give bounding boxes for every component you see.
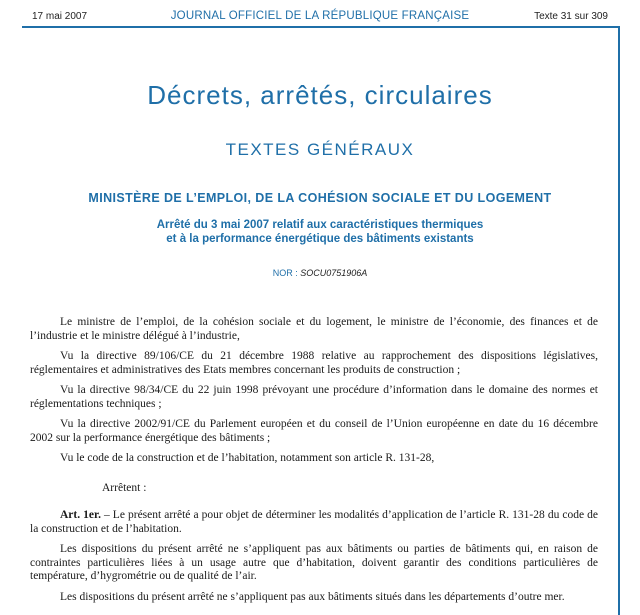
ministry-heading: MINISTÈRE DE L’EMPLOI, DE LA COHÉSION SOCIALE ET DU LOGEMENT [88, 191, 552, 205]
nor-code: SOCU0751906A [300, 268, 368, 278]
visa-paragraph: Vu la directive 2002/91/CE du Parlement européen et du conseil de l’Union européenne en date du 16 décembre 2002 sur la performance énergétique des bâtiments ; [30, 418, 598, 444]
arrete-body [30, 316, 598, 611]
arretent-line: Arrêtent : [102, 481, 147, 494]
article-1-paragraph [30, 509, 598, 536]
visa-paragraph: Vu la directive 89/106/CE du 21 décembre 1988 relative au rapprochement des dispositions législatives, réglementaires et administratives des Etats membres concernant les produits de construction ; [30, 350, 598, 376]
article-1-text: – Le présent arrêté a pour objet de déterminer les modalités d’application de l’article R. 131-28 du code de la construction et de l’habitation. [30, 509, 598, 535]
preamble-paragraph: Le ministre de l’emploi, de la cohésion sociale et du logement, le ministre de l’économie, des finances et de l’industrie et le ministre délégué à l’industrie, [30, 316, 598, 342]
article-1-label: Art. 1er. [60, 509, 101, 521]
article-paragraph: Les dispositions du présent arrêté ne s’appliquent pas aux bâtiments situés dans les départements d’outre mer. [60, 590, 565, 603]
arrete-title-line-1: Arrêté du 3 mai 2007 relatif aux caractéristiques thermiques [156, 219, 484, 231]
article-paragraph: Les dispositions du présent arrêté ne s’appliquent pas aux bâtiments ou parties de bâtiments qui, en raison de contraintes particulières liées à un usage autre que d’habitation, doivent garantir des conditions particulières de température, d’hygrométrie ou de qualité de l’air. [30, 543, 598, 582]
arrete-title-line-2: et à la performance énergétique des bâtiments existants [166, 233, 474, 245]
nor-reference [0, 268, 640, 278]
margin-rule [618, 26, 620, 615]
subsection-title: TEXTES GÉNÉRAUX [225, 140, 415, 159]
arrete-title [0, 218, 640, 246]
journal-title: JOURNAL OFFICIEL DE LA RÉPUBLIQUE FRANÇAISE [170, 10, 470, 22]
nor-label: NOR : [272, 268, 298, 278]
page-counter: Texte 31 sur 309 [534, 11, 608, 22]
section-title: Décrets, arrêtés, circulaires [147, 80, 493, 110]
header-rule [22, 26, 618, 28]
visa-paragraph: Vu la directive 98/34/CE du 22 juin 1998 prévoyant une procédure d’information dans le domaine des normes et réglementations techniques ; [30, 384, 598, 410]
visa-paragraph: Vu le code de la construction et de l’habitation, notamment son article R. 131-28, [60, 452, 435, 464]
publication-date: 17 mai 2007 [32, 11, 88, 22]
